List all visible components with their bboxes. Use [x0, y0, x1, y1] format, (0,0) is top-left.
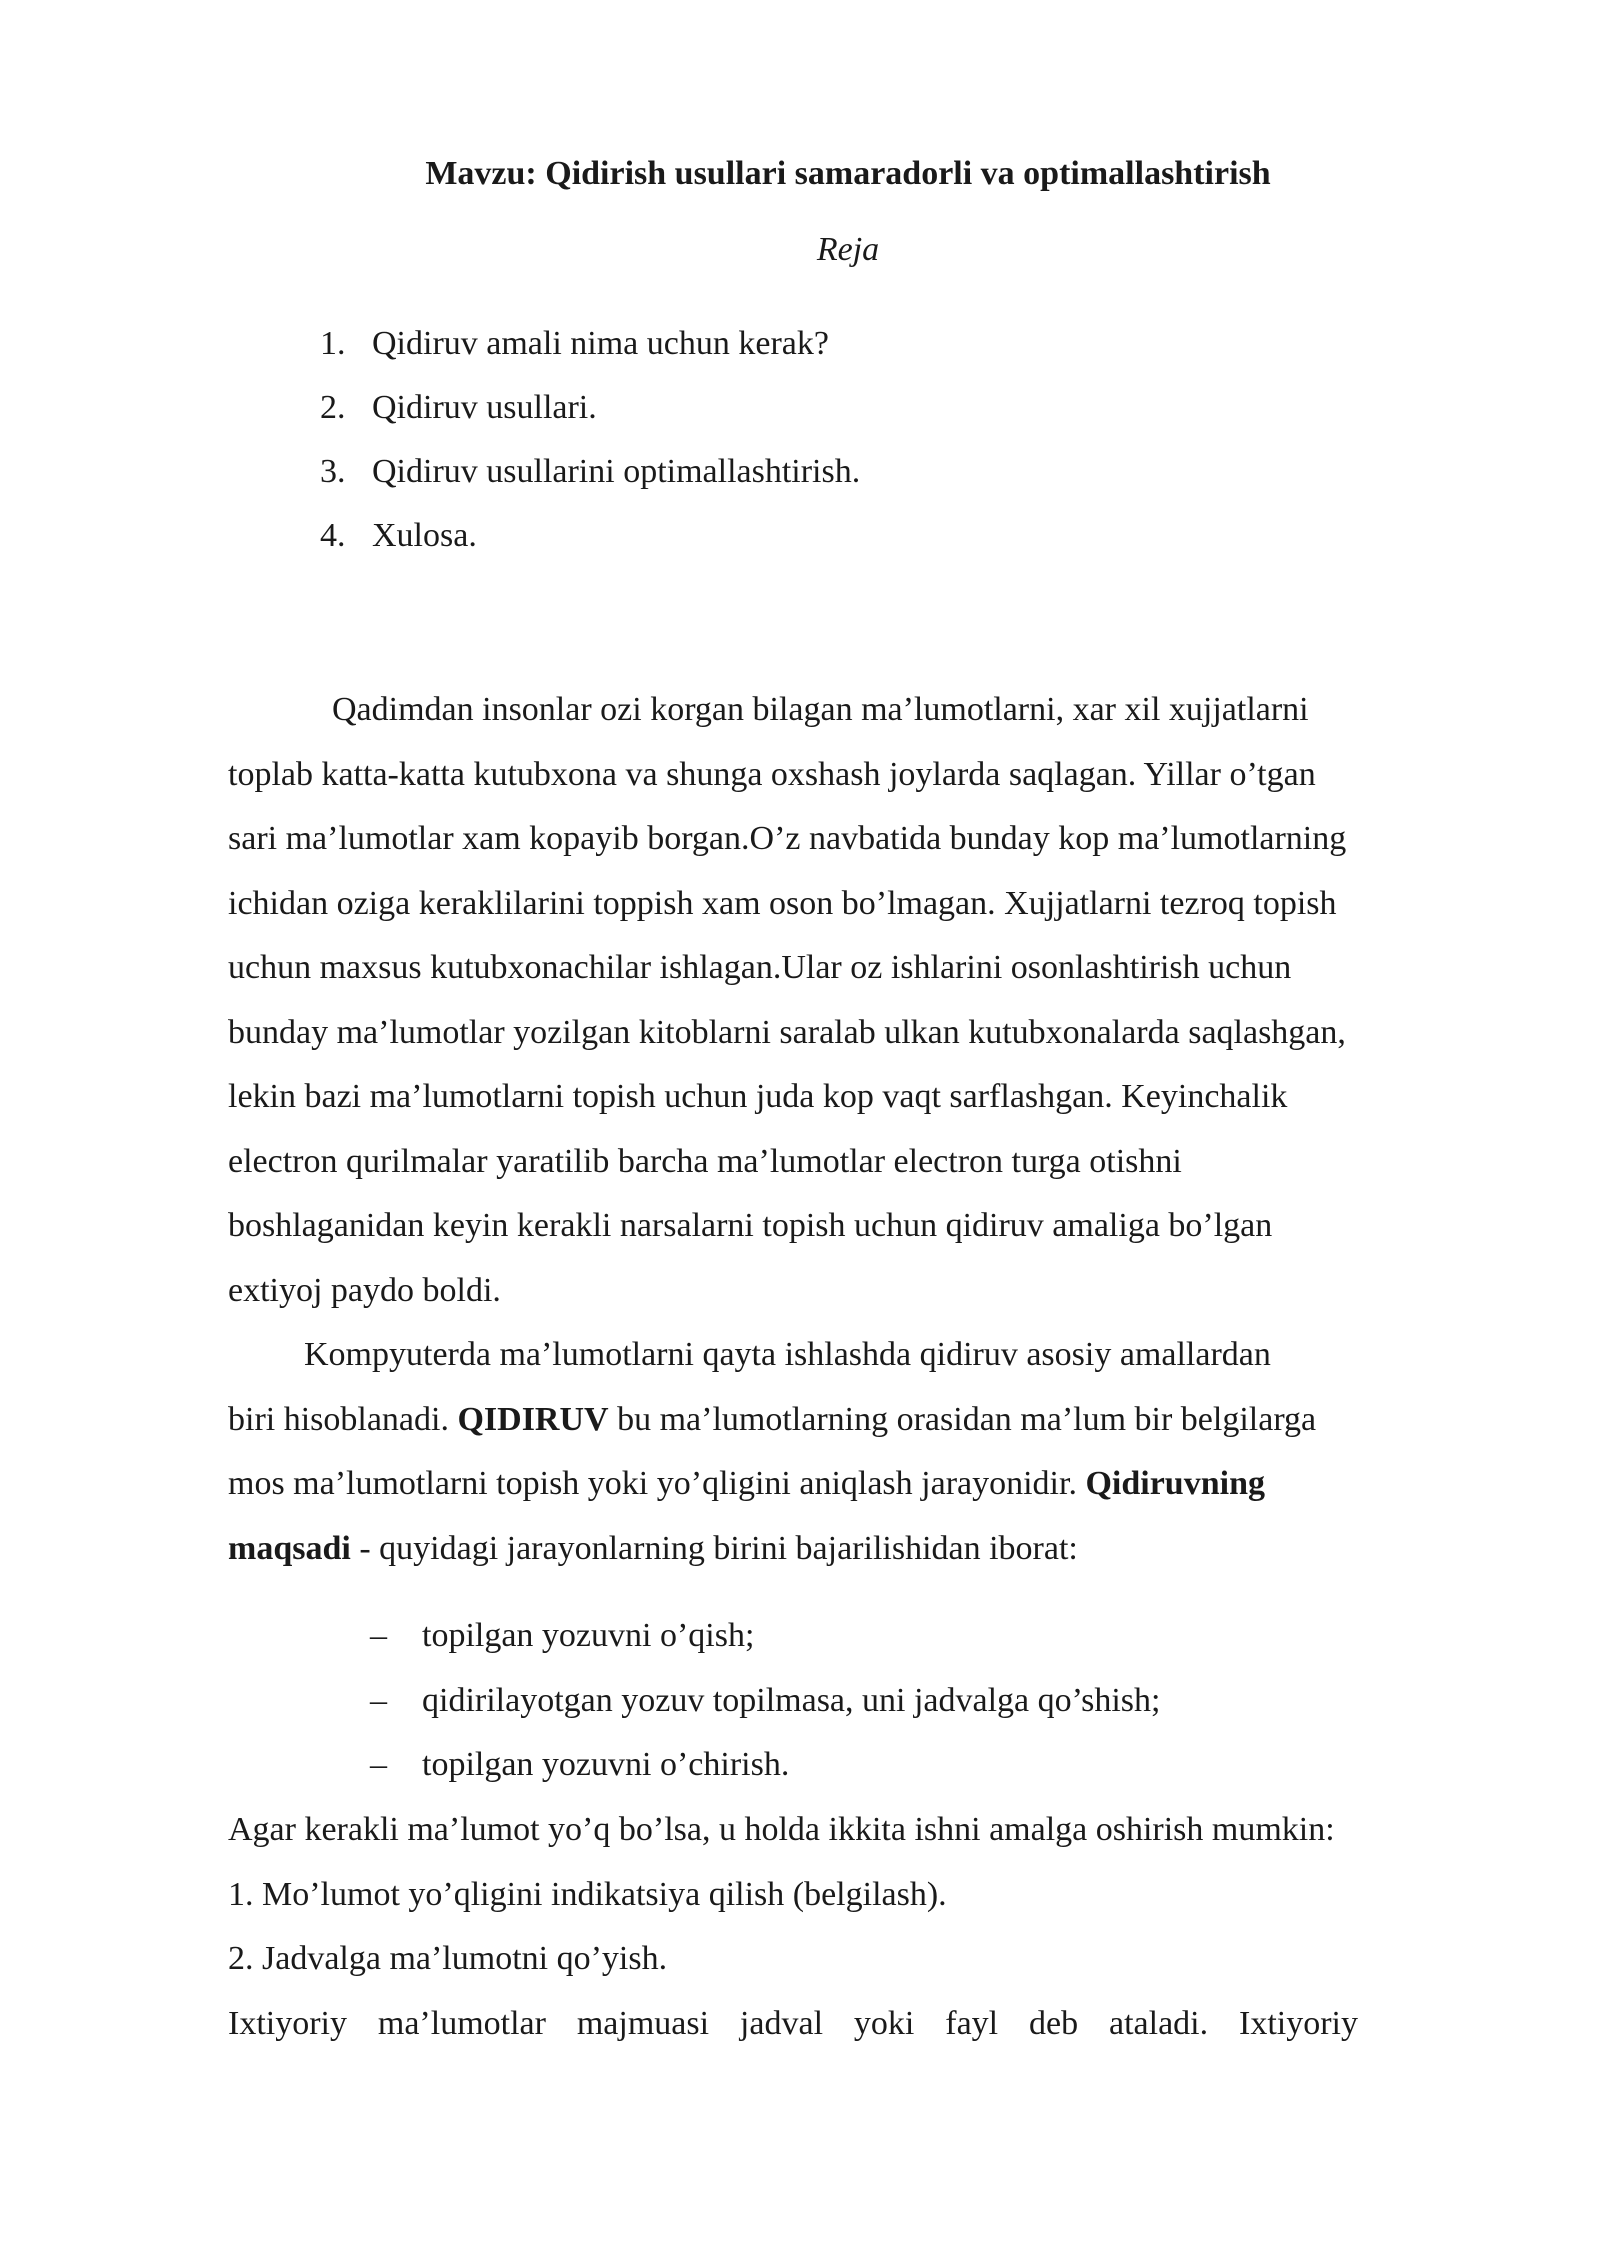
operations-list [370, 1612, 1160, 1806]
plan-item [320, 384, 860, 448]
plan-item-number: 4. [320, 517, 346, 554]
paragraph-line: uchun maxsus kutubxonachilar ishlagan.Ular oz ishlarini osonlashtirish uchun [228, 949, 1292, 986]
paragraph-line: Qadimdan insonlar ozi korgan bilagan ma’lumotlarni, xar xil xujjatlarni [332, 691, 1309, 728]
paragraph-line: Kompyuterda ma’lumotlarni qayta ishlashda qidiruv asosiy amallardan [304, 1336, 1271, 1373]
paragraph-line: mos ma’lumotlarni topish yoki yo’qligini aniqlash jarayonidir. Qidiruvning [228, 1465, 1265, 1502]
operation-text: qidirilayotgan yozuv topilmasa, uni jadvalga qo’shish; [422, 1681, 1161, 1719]
document-title: Mavzu: Qidirish usullari samaradorli va optimallashtirish [425, 155, 1271, 192]
bold-term: QIDIRUV [457, 1400, 609, 1438]
intro-paragraph [228, 678, 1468, 1323]
paragraph-line: extiyoj paydo boldi. [228, 1271, 501, 1309]
plan-item-text: Qidiruv usullari. [372, 389, 597, 426]
paragraph-line: 1. Mo’lumot yo’qligini indikatsiya qilish (belgilash). [228, 1875, 947, 1913]
plan-item-number: 2. [320, 389, 346, 426]
bold-term: Qidiruvning [1085, 1465, 1265, 1502]
plan-item-number: 3. [320, 453, 346, 490]
dash-bullet: – [370, 1681, 387, 1719]
paragraph-line: electron qurilmalar yaratilib barcha ma’lumotlar electron turga otishni [228, 1142, 1182, 1180]
operation-item [370, 1612, 1160, 1677]
paragraph-line: lekin bazi ma’lumotlarni topish uchun juda kop vaqt sarflashgan. Keyinchalik [228, 1078, 1288, 1115]
dash-bullet: – [370, 1746, 387, 1783]
plan-item-text: Qidiruv amali nima uchun kerak? [372, 325, 829, 362]
operation-text: topilgan yozuvni o’chirish. [422, 1746, 790, 1783]
paragraph-line: ichidan oziga keraklilarini toppish xam oson bo’lmagan. Xujjatlarni tezroq topish [228, 884, 1337, 922]
closing-text [228, 1806, 1468, 2064]
operation-text: topilgan yozuvni o’qish; [422, 1617, 755, 1654]
paragraph-line: biri hisoblanadi. QIDIRUV bu ma’lumotlarning orasidan ma’lum bir belgilarga [228, 1400, 1317, 1438]
operation-item [370, 1677, 1160, 1742]
plan-item-text: Qidiruv usullarini optimallashtirish. [372, 453, 861, 490]
paragraph-line: sari ma’lumotlar xam kopayib borgan.O’z navbatida bunday kop ma’lumotlarning [228, 820, 1347, 857]
operation-item [370, 1741, 1160, 1806]
paragraph-line: 2. Jadvalga ma’lumotni qo’yish. [228, 1940, 668, 1977]
paragraph-line: toplab katta-katta kutubxona va shunga oxshash joylarda saqlagan. Yillar o’tgan [228, 755, 1316, 793]
paragraph-line: Agar kerakli ma’lumot yo’q bo’lsa, u holda ikkita ishni amalga oshirish mumkin: [228, 1811, 1335, 1848]
plan-item [320, 512, 860, 576]
paragraph-line: Ixtiyoriy ma’lumotlar majmuasi jadval yoki fayl deb ataladi. Ixtiyoriy [228, 2004, 1358, 2042]
plan-item [320, 448, 860, 512]
definition-paragraph [228, 1323, 1468, 1581]
plan-item-text: Xulosa. [372, 517, 477, 554]
bold-term: maqsadi [228, 1529, 351, 1567]
dash-bullet: – [370, 1617, 387, 1654]
plan-heading: Reja [816, 231, 880, 268]
paragraph-line: maqsadi - quyidagi jarayonlarning birini bajarilishidan iborat: [228, 1529, 1078, 1567]
paragraph-line: boshlaganidan keyin kerakli narsalarni topish uchun qidiruv amaliga bo’lgan [228, 1207, 1273, 1244]
plan-item [320, 320, 860, 384]
paragraph-line: bunday ma’lumotlar yozilgan kitoblarni saralab ulkan kutubxonalarda saqlashgan, [228, 1013, 1346, 1051]
plan-list [320, 320, 860, 576]
plan-item-number: 1. [320, 325, 346, 362]
